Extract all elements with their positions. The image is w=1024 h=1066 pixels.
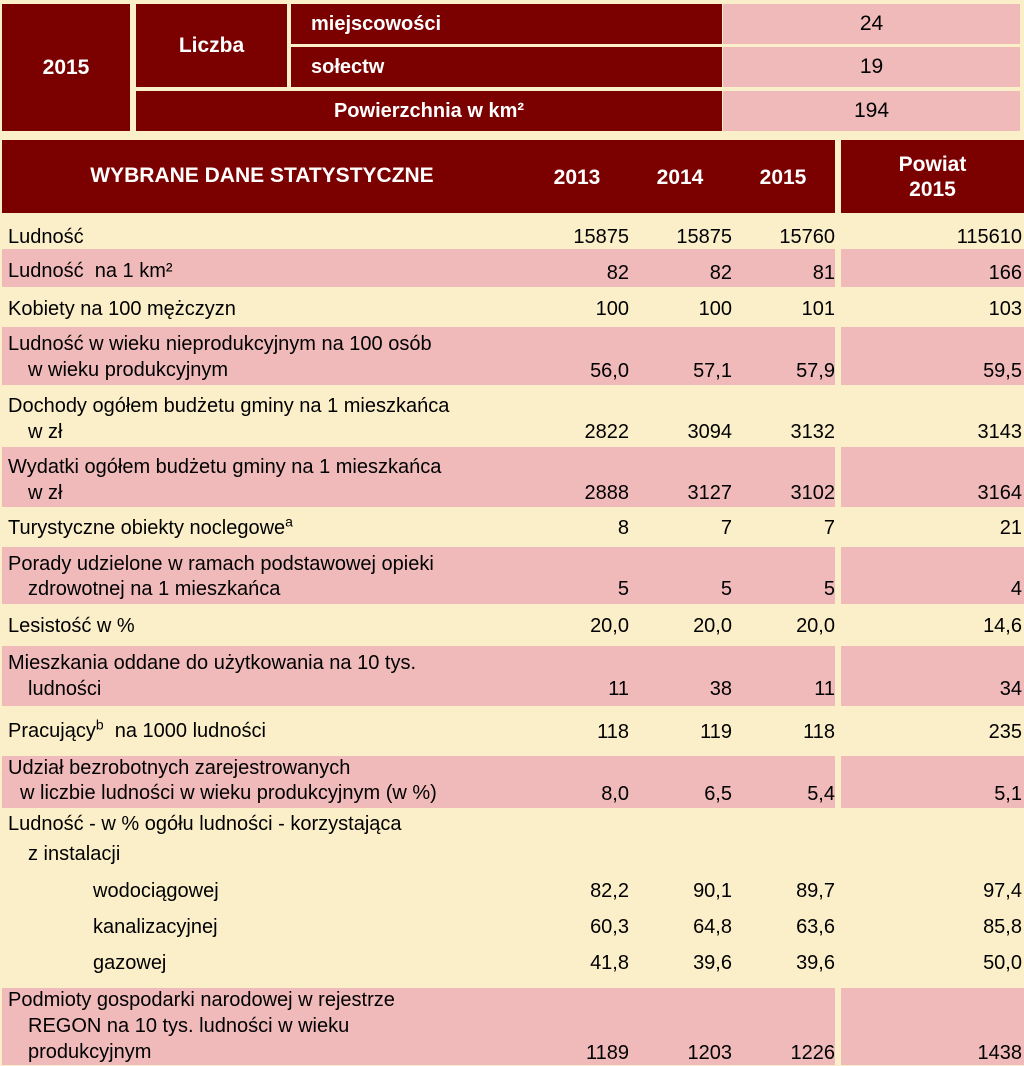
row-label-cont2: produkcyjnym bbox=[28, 1041, 152, 1063]
value-2013: 1189 bbox=[585, 1042, 629, 1064]
value-2015: 15760 bbox=[779, 226, 835, 248]
table-row bbox=[0, 287, 1024, 327]
value-2013: 2888 bbox=[584, 482, 629, 504]
value-powiat: 235 bbox=[988, 721, 1022, 743]
value-2014: 1203 bbox=[687, 1042, 732, 1064]
value-2013: 11 bbox=[608, 678, 629, 700]
row-label: Ludność - w % ogółu ludności - korzystająca bbox=[8, 813, 402, 835]
value-2014: 6,5 bbox=[704, 783, 732, 805]
row-label-cont: REGON na 10 tys. ludności w wieku bbox=[28, 1015, 350, 1037]
value-2013: 82,2 bbox=[590, 880, 629, 902]
value-2014: 38 bbox=[709, 678, 732, 700]
row-label-cont: ludności bbox=[28, 678, 102, 700]
value-2013: 8,0 bbox=[601, 783, 629, 805]
row-label: Podmioty gospodarki narodowej w rejestrze bbox=[8, 989, 395, 1011]
value-powiat: 97,4 bbox=[983, 880, 1022, 902]
value-powiat: 3164 bbox=[977, 482, 1022, 504]
row-label-cont: w wieku produkcyjnym bbox=[28, 359, 229, 381]
value-powiat: 5,1 bbox=[994, 783, 1022, 805]
table-row bbox=[0, 222, 1024, 249]
value-2015: 89,7 bbox=[796, 880, 835, 902]
value-2015: 3102 bbox=[790, 482, 835, 504]
value-2014: 3127 bbox=[687, 482, 732, 504]
footnote-a: a bbox=[285, 513, 293, 530]
value-2015: 3132 bbox=[790, 421, 835, 443]
value-powiat: 50,0 bbox=[983, 952, 1022, 974]
table-row bbox=[0, 756, 1024, 808]
table-row bbox=[0, 447, 1024, 507]
value-2014: 15875 bbox=[676, 226, 732, 248]
table-row bbox=[0, 507, 1024, 547]
row-label: Kobiety na 100 mężczyzn bbox=[8, 298, 236, 320]
value-powiat: 34 bbox=[999, 678, 1022, 700]
value-2015: 39,6 bbox=[796, 952, 835, 974]
table-row bbox=[0, 646, 1024, 706]
value-powiat: 3143 bbox=[977, 421, 1022, 443]
table-row bbox=[0, 706, 1024, 756]
table-header bbox=[2, 140, 835, 213]
header-powiat-line2: 2015 bbox=[909, 177, 956, 201]
area-label: Powierzchnia w km² bbox=[136, 91, 722, 131]
row-label-cont: zdrowotnej na 1 mieszkańca bbox=[28, 578, 281, 600]
value-2013: 82 bbox=[606, 262, 629, 284]
count-label: Liczba bbox=[136, 4, 287, 87]
row-label-water: wodociągowej bbox=[93, 880, 219, 902]
row-label: Pracujący$^b$ na 1000 ludności bbox=[8, 716, 266, 742]
row-label-cont: w zł bbox=[28, 482, 63, 504]
value-powiat: 59,5 bbox=[983, 360, 1022, 382]
villages-label: sołectw bbox=[291, 47, 722, 87]
value-2015: 5,4 bbox=[807, 783, 835, 805]
table-row bbox=[0, 327, 1024, 385]
row-label: Ludność bbox=[8, 226, 84, 248]
row-label-sewage: kanalizacyjnej bbox=[93, 916, 218, 938]
value-2015: 81 bbox=[812, 262, 835, 284]
table-row bbox=[0, 988, 1024, 1065]
header-year-2013: 2013 bbox=[553, 166, 601, 189]
value-2014: 57,1 bbox=[693, 360, 732, 382]
value-powiat: 166 bbox=[988, 262, 1022, 284]
footnote-b: b bbox=[95, 716, 104, 733]
value-2015: 7 bbox=[823, 517, 835, 539]
value-2015: 101 bbox=[801, 298, 835, 320]
installations-group bbox=[0, 808, 1024, 988]
value-2015: 20,0 bbox=[796, 615, 835, 637]
row-label: Ludność na 1 km² bbox=[8, 260, 173, 282]
value-2014: 7 bbox=[720, 517, 732, 539]
value-2014: 100 bbox=[698, 298, 732, 320]
value-2013: 41,8 bbox=[590, 952, 629, 974]
row-label: Lesistość w % bbox=[8, 615, 135, 637]
localities-label: miejscowości bbox=[291, 4, 722, 44]
row-label: Mieszkania oddane do użytkowania na 10 tys. bbox=[8, 652, 417, 674]
value-2014: 82 bbox=[709, 262, 732, 284]
table-row bbox=[0, 604, 1024, 646]
area-value: 194 bbox=[723, 91, 1020, 131]
value-powiat: 21 bbox=[999, 517, 1022, 539]
value-2015: 1226 bbox=[790, 1042, 835, 1064]
value-2015: 5 bbox=[823, 578, 835, 600]
header-powiat bbox=[841, 140, 1024, 213]
value-2013: 60,3 bbox=[590, 916, 629, 938]
value-2014: 64,8 bbox=[693, 916, 732, 938]
value-2015: 11 bbox=[814, 678, 835, 700]
value-2014: 20,0 bbox=[693, 615, 732, 637]
table-row bbox=[0, 249, 1024, 287]
value-powiat: 14,6 bbox=[983, 615, 1022, 637]
row-label-cont: z instalacji bbox=[28, 843, 121, 865]
row-label: Wydatki ogółem budżetu gminy na 1 mieszkańca bbox=[8, 456, 442, 478]
value-2015: 57,9 bbox=[796, 360, 835, 382]
row-label: Udział bezrobotnych zarejestrowanych bbox=[8, 757, 351, 779]
value-2013: 118 bbox=[597, 721, 629, 743]
row-label-gas: gazowej bbox=[93, 952, 167, 974]
value-powiat: 4 bbox=[1010, 578, 1022, 600]
value-powiat: 1438 bbox=[977, 1042, 1022, 1064]
value-2013: 5 bbox=[617, 578, 629, 600]
villages-value: 19 bbox=[723, 47, 1020, 87]
value-2015: 63,6 bbox=[796, 916, 835, 938]
value-2013: 15875 bbox=[573, 226, 629, 248]
value-powiat: 85,8 bbox=[983, 916, 1022, 938]
value-2013: 8 bbox=[617, 517, 629, 539]
header-title: WYBRANE DANE STATYSTYCZNE bbox=[90, 164, 434, 187]
value-2013: 20,0 bbox=[590, 615, 629, 637]
row-label: Turystyczne obiekty noclegowe$^a$ bbox=[8, 513, 293, 539]
value-2013: 2822 bbox=[584, 421, 629, 443]
value-powiat: 115610 bbox=[956, 226, 1022, 248]
value-2014: 119 bbox=[700, 721, 732, 743]
table-row bbox=[0, 385, 1024, 447]
row-label-cont: w liczbie ludności w wieku produkcyjnym (w %) bbox=[20, 782, 437, 804]
value-2014: 3094 bbox=[687, 421, 732, 443]
value-2013: 100 bbox=[595, 298, 629, 320]
value-powiat: 103 bbox=[988, 298, 1022, 320]
value-2015: 118 bbox=[803, 721, 835, 743]
header-year-2015: 2015 bbox=[759, 166, 807, 189]
value-2014: 39,6 bbox=[693, 952, 732, 974]
year-cell: 2015 bbox=[2, 4, 130, 131]
header-year-2014: 2014 bbox=[656, 166, 704, 189]
localities-value: 24 bbox=[723, 4, 1020, 44]
row-label: Porady udzielone w ramach podstawowej opieki bbox=[8, 553, 434, 575]
value-2014: 90,1 bbox=[693, 880, 732, 902]
row-label: Dochody ogółem budżetu gminy na 1 mieszkańca bbox=[8, 395, 450, 417]
value-2013: 56,0 bbox=[590, 360, 629, 382]
table-row bbox=[0, 547, 1024, 604]
row-label-cont: w zł bbox=[28, 421, 63, 443]
value-2014: 5 bbox=[720, 578, 732, 600]
row-label: Ludność w wieku nieprodukcyjnym na 100 osób bbox=[8, 333, 432, 355]
header-powiat-line1: Powiat bbox=[898, 152, 967, 176]
